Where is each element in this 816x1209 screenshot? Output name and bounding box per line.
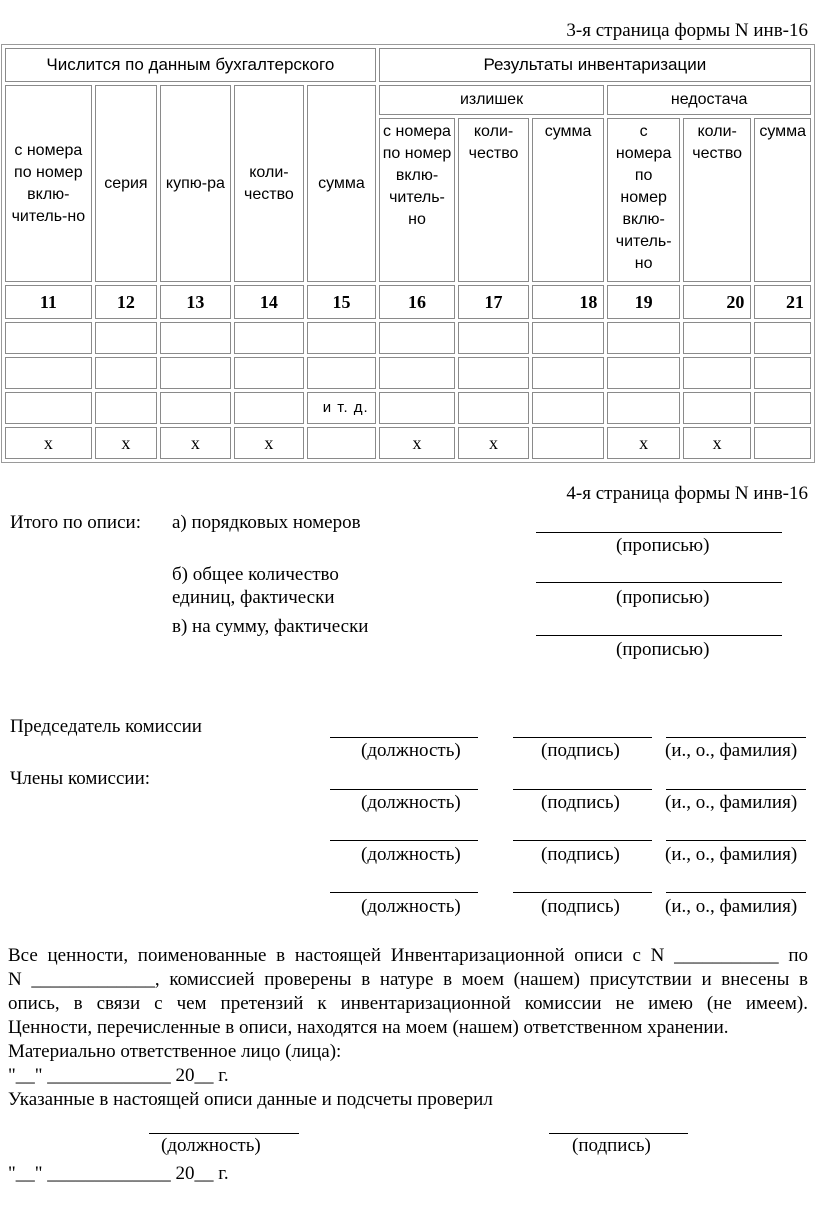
x-cell: х bbox=[5, 427, 92, 459]
inventory-table bbox=[1, 44, 815, 463]
statement-line: Ценности, перечисленные в описи, находятся на моем (нашем) ответственном хранении. bbox=[8, 1017, 729, 1038]
table-cell[interactable] bbox=[683, 322, 752, 354]
table-cell[interactable] bbox=[5, 322, 92, 354]
table-cell[interactable] bbox=[160, 357, 231, 389]
in-words-caption: (прописью) bbox=[616, 639, 710, 660]
statement-line: N _____________, комиссией проверены в натуре в моем (нашем) присутствии и внесены в bbox=[8, 969, 808, 990]
header-surplus: излишек bbox=[379, 85, 605, 115]
table-cell[interactable] bbox=[607, 357, 680, 389]
item-c: в) на сумму, фактически bbox=[172, 616, 369, 637]
chairman-label: Председатель комиссии bbox=[10, 716, 202, 737]
page4-title: 4-я страница формы N инв-16 bbox=[566, 483, 808, 504]
signature-line[interactable] bbox=[513, 892, 652, 893]
table-cell[interactable] bbox=[754, 322, 811, 354]
signature-caption: (подпись) bbox=[541, 844, 620, 865]
x-row bbox=[5, 427, 811, 459]
date-line[interactable]: "__" _____________ 20__ г. bbox=[8, 1065, 229, 1086]
column-numbers-row bbox=[5, 285, 811, 319]
responsible-label: Материально ответственное лицо (лица): bbox=[8, 1041, 342, 1062]
table-cell[interactable] bbox=[458, 392, 529, 424]
statement-paragraph bbox=[8, 944, 808, 1112]
table-cell[interactable] bbox=[5, 392, 92, 424]
table-cell[interactable] bbox=[607, 322, 680, 354]
col-number: 21 bbox=[754, 285, 811, 319]
x-cell: х bbox=[607, 427, 680, 459]
col-number: 12 bbox=[95, 285, 157, 319]
header-shortage: недостача bbox=[607, 85, 811, 115]
table-cell[interactable] bbox=[458, 322, 529, 354]
table-cell[interactable] bbox=[95, 322, 157, 354]
name-line[interactable] bbox=[666, 789, 806, 790]
x-cell: х bbox=[160, 427, 231, 459]
checker-signature-line[interactable] bbox=[549, 1133, 688, 1134]
name-caption: (и., о., фамилия) bbox=[665, 844, 798, 865]
table-cell[interactable] bbox=[234, 357, 305, 389]
x-cell: х bbox=[458, 427, 529, 459]
position-caption: (должность) bbox=[361, 740, 461, 761]
name-line[interactable] bbox=[666, 737, 806, 738]
position-line[interactable] bbox=[330, 789, 478, 790]
position-line[interactable] bbox=[330, 892, 478, 893]
col-number: 11 bbox=[5, 285, 92, 319]
table-cell[interactable] bbox=[754, 392, 811, 424]
col-number: 16 bbox=[379, 285, 456, 319]
table-cell[interactable] bbox=[379, 357, 456, 389]
table-cell[interactable] bbox=[683, 357, 752, 389]
name-caption: (и., о., фамилия) bbox=[665, 896, 798, 917]
header-results: Результаты инвентаризации bbox=[379, 48, 811, 82]
col-coupon: купю-ра bbox=[160, 85, 231, 282]
col-sum: сумма bbox=[307, 85, 376, 282]
item-c-line[interactable] bbox=[536, 635, 782, 636]
position-line[interactable] bbox=[330, 840, 478, 841]
table-cell[interactable] bbox=[234, 392, 305, 424]
col-number: 18 bbox=[532, 285, 605, 319]
table-row bbox=[5, 357, 811, 389]
x-cell: х bbox=[234, 427, 305, 459]
position-caption: (должность) bbox=[361, 792, 461, 813]
table-cell[interactable] bbox=[160, 322, 231, 354]
table-cell[interactable] bbox=[532, 322, 605, 354]
table-cell[interactable] bbox=[532, 427, 605, 459]
statement-line: Все ценности, поименованные в настоящей Инвентаризационной описи с N ___________ по bbox=[8, 945, 808, 966]
table-cell[interactable] bbox=[95, 392, 157, 424]
in-words-caption: (прописью) bbox=[616, 587, 710, 608]
page3-title: 3-я страница формы N инв-16 bbox=[566, 20, 808, 41]
col-nums-accounting: с номера по номер вклю-читель-но bbox=[5, 85, 92, 282]
position-line[interactable] bbox=[330, 737, 478, 738]
signature-caption: (подпись) bbox=[541, 740, 620, 761]
position-caption: (должность) bbox=[361, 896, 461, 917]
table-cell[interactable] bbox=[307, 357, 376, 389]
table-cell[interactable] bbox=[307, 322, 376, 354]
col-number: 20 bbox=[683, 285, 752, 319]
col-number: 17 bbox=[458, 285, 529, 319]
etc-cell: и т. д. bbox=[307, 392, 376, 424]
in-words-caption: (прописью) bbox=[616, 535, 710, 556]
name-caption: (и., о., фамилия) bbox=[665, 740, 798, 761]
surplus-nums: с номера по номер вклю-читель-но bbox=[379, 118, 456, 282]
position-caption: (должность) bbox=[161, 1135, 261, 1156]
col-series: серия bbox=[95, 85, 157, 282]
surplus-qty: коли-чество bbox=[458, 118, 529, 282]
total-label: Итого по описи: bbox=[10, 512, 141, 533]
table-row bbox=[5, 322, 811, 354]
name-line[interactable] bbox=[666, 840, 806, 841]
table-cell[interactable] bbox=[379, 392, 456, 424]
table-cell[interactable] bbox=[160, 392, 231, 424]
header-accounting: Числится по данным бухгалтерского bbox=[5, 48, 376, 82]
col-number: 15 bbox=[307, 285, 376, 319]
col-number: 14 bbox=[234, 285, 305, 319]
col-number: 13 bbox=[160, 285, 231, 319]
checked-label: Указанные в настоящей описи данные и подсчеты проверил bbox=[8, 1089, 493, 1110]
signature-line[interactable] bbox=[513, 737, 652, 738]
signature-line[interactable] bbox=[513, 789, 652, 790]
shortage-sum: сумма bbox=[754, 118, 811, 282]
table-cell[interactable] bbox=[234, 322, 305, 354]
col-number: 19 bbox=[607, 285, 680, 319]
x-cell: х bbox=[379, 427, 456, 459]
table-cell[interactable] bbox=[95, 357, 157, 389]
table-cell[interactable] bbox=[379, 322, 456, 354]
item-a-line[interactable] bbox=[536, 532, 782, 533]
surplus-sum: сумма bbox=[532, 118, 605, 282]
table-cell[interactable] bbox=[307, 427, 376, 459]
table-cell[interactable] bbox=[754, 427, 811, 459]
shortage-nums: с номера по номер вклю-читель-но bbox=[607, 118, 680, 282]
signature-caption: (подпись) bbox=[541, 896, 620, 917]
x-cell: х bbox=[95, 427, 157, 459]
date-line-2[interactable]: "__" _____________ 20__ г. bbox=[8, 1163, 229, 1184]
signature-line[interactable] bbox=[513, 840, 652, 841]
signature-caption: (подпись) bbox=[572, 1135, 651, 1156]
item-a: а) порядковых номеров bbox=[172, 512, 361, 533]
table-cell[interactable] bbox=[458, 357, 529, 389]
item-b-line1: б) общее количество bbox=[172, 564, 339, 585]
name-line[interactable] bbox=[666, 892, 806, 893]
table-cell[interactable] bbox=[607, 392, 680, 424]
x-cell: х bbox=[683, 427, 752, 459]
item-b-line[interactable] bbox=[536, 582, 782, 583]
table-cell[interactable] bbox=[754, 357, 811, 389]
table-cell[interactable] bbox=[5, 357, 92, 389]
name-caption: (и., о., фамилия) bbox=[665, 792, 798, 813]
table-row bbox=[5, 392, 811, 424]
position-caption: (должность) bbox=[361, 844, 461, 865]
shortage-qty: коли-чество bbox=[683, 118, 752, 282]
members-label: Члены комиссии: bbox=[10, 768, 151, 789]
item-b-line2: единиц, фактически bbox=[172, 587, 335, 608]
table-cell[interactable] bbox=[683, 392, 752, 424]
col-qty: коли-чество bbox=[234, 85, 305, 282]
statement-line: опись, в связи с чем претензий к инвентаризационной комиссии не имею (не имеем). bbox=[8, 993, 808, 1014]
checker-position-line[interactable] bbox=[149, 1133, 299, 1134]
table-cell[interactable] bbox=[532, 357, 605, 389]
signature-caption: (подпись) bbox=[541, 792, 620, 813]
table-cell[interactable] bbox=[532, 392, 605, 424]
